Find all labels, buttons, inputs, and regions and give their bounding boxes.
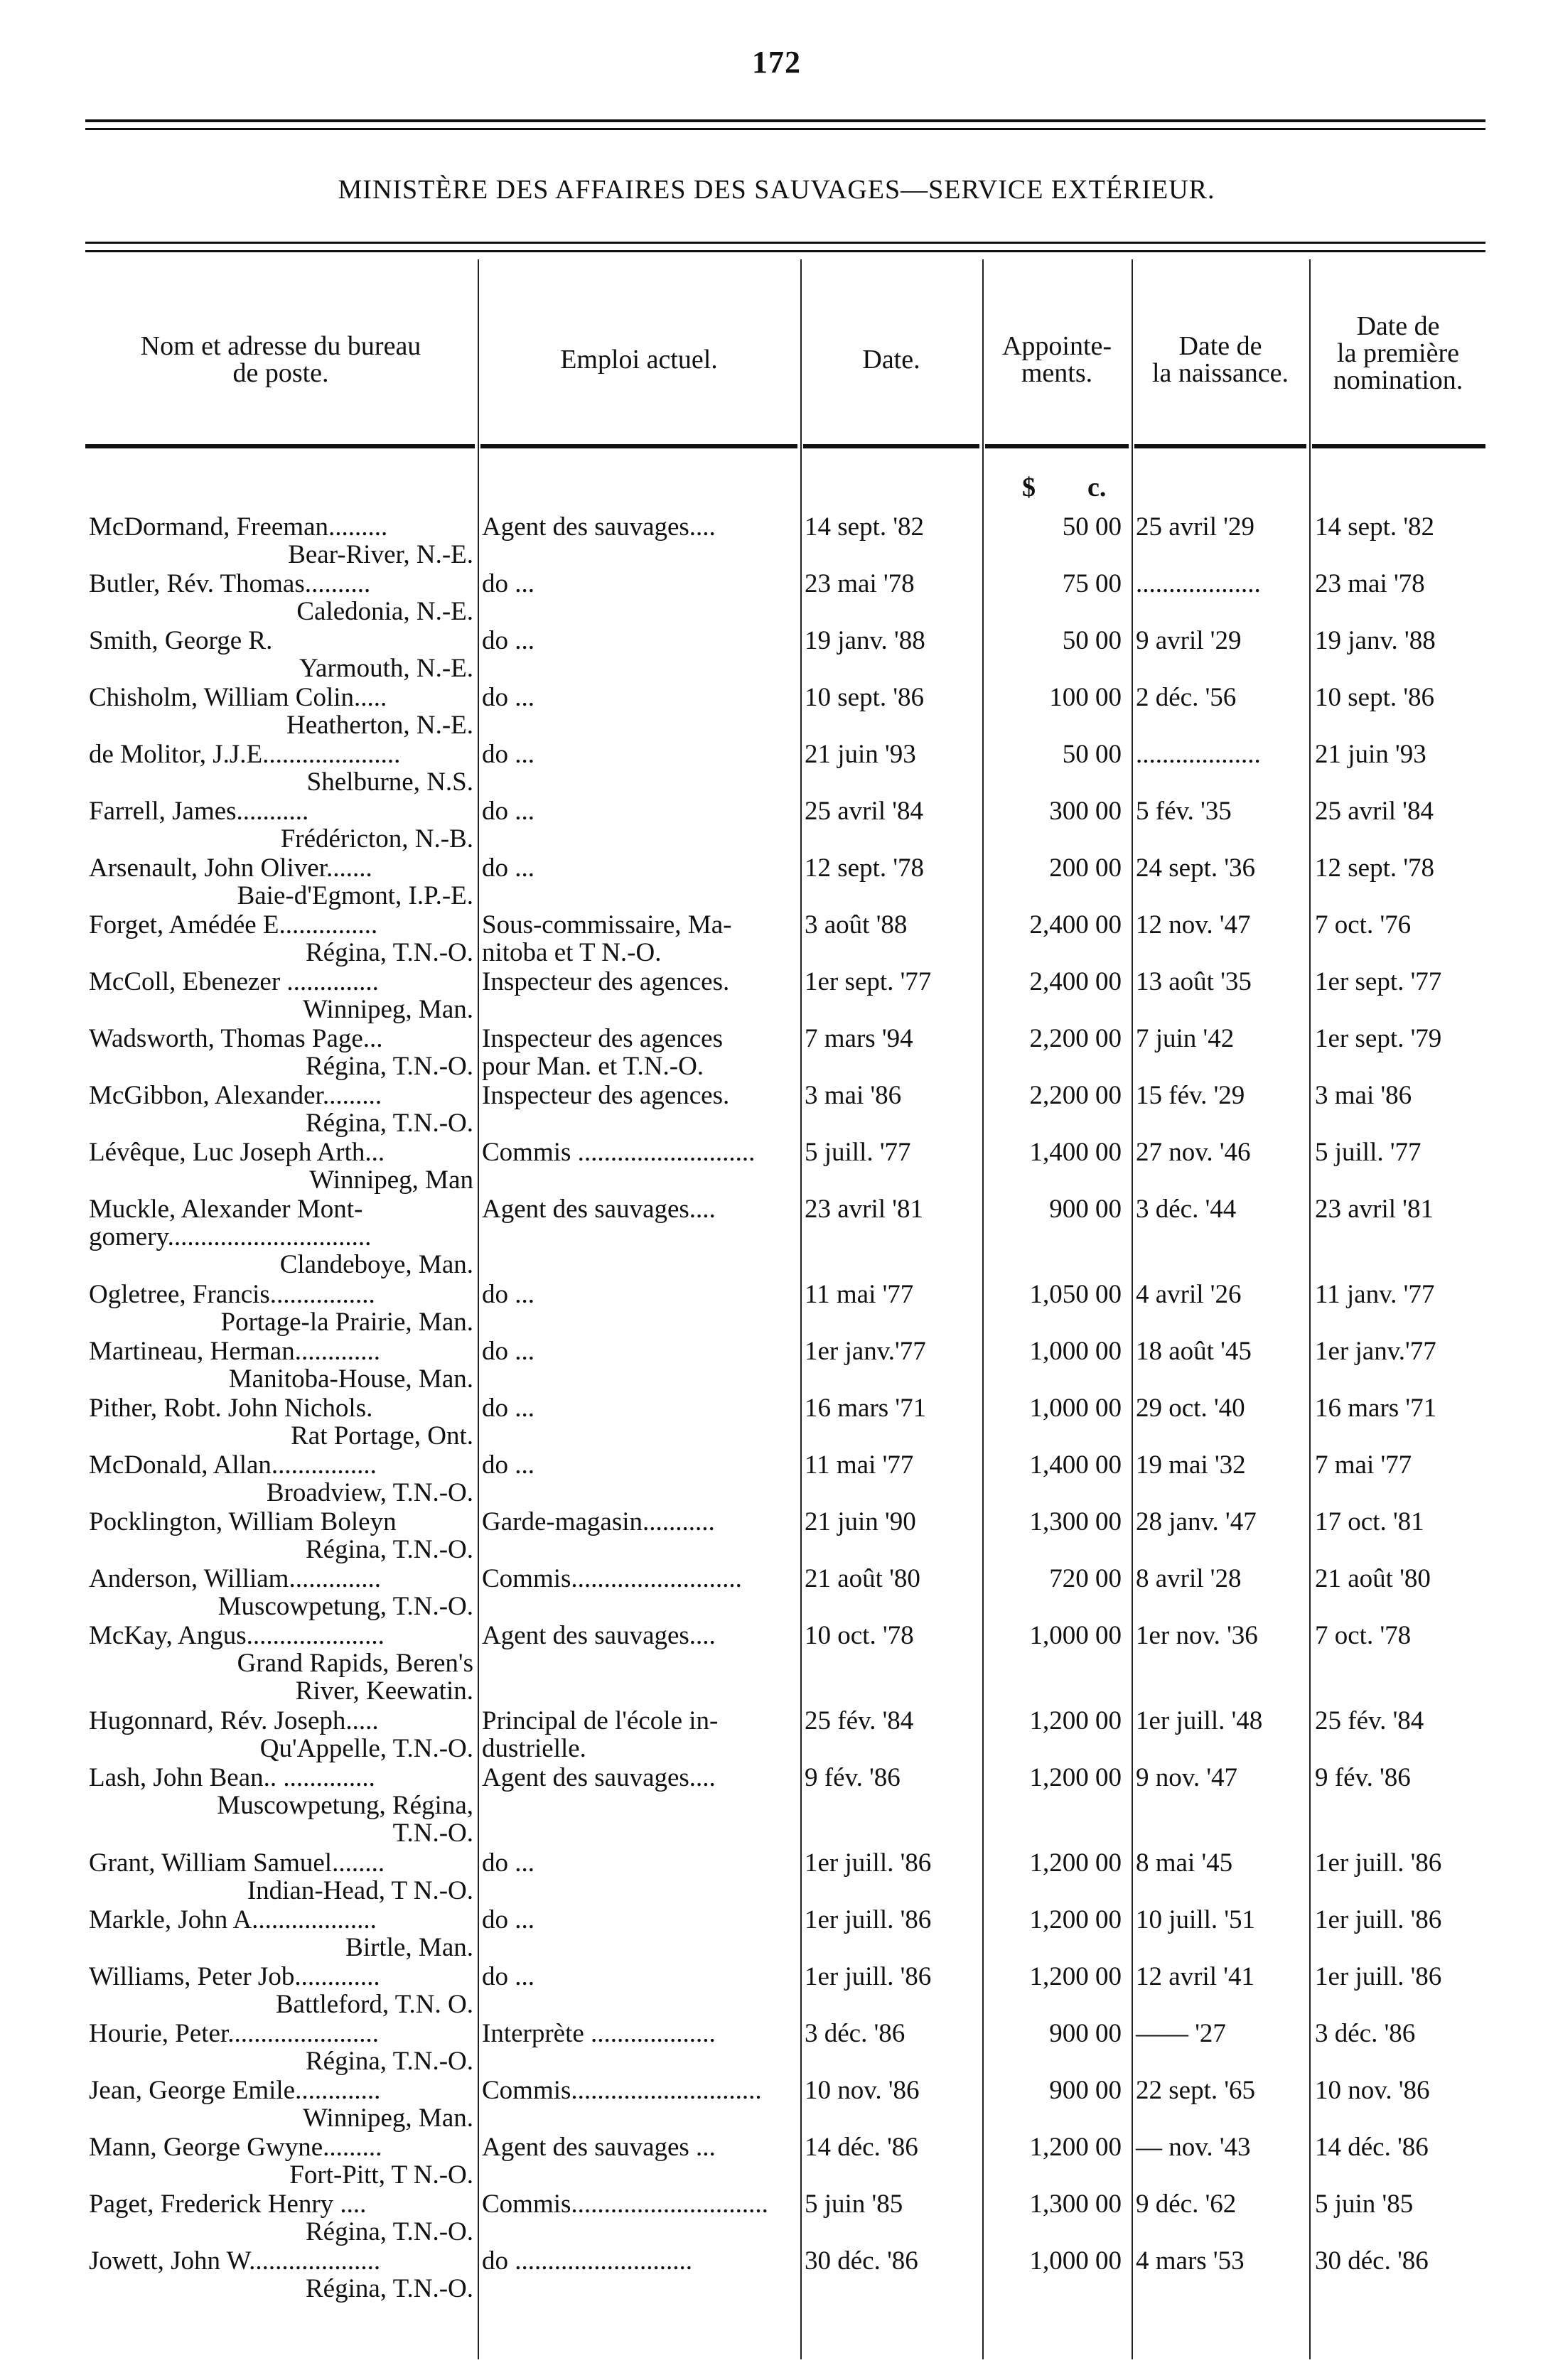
date-cell: 23 mai '78 [805,569,915,598]
appointements-cell: 1,200 00 [1029,1763,1122,1792]
table-row [0,513,1553,570]
name-cell [89,2247,476,2303]
naissance-cell: 29 oct. '40 [1136,1394,1245,1423]
person-name: de Molitor, J.J.E..................... [89,740,401,769]
premiere-nomination-cell: 1er sept. '79 [1315,1024,1442,1053]
table-row [0,1707,1553,1764]
premiere-nomination-cell: 3 déc. '86 [1315,2019,1416,2048]
table-row [0,1565,1553,1622]
person-name: Markle, John A................... [89,1905,377,1934]
post-office-address: Birtle, Man. [345,1933,473,1962]
person-name: Arsenault, John Oliver....... [89,854,372,883]
date-cell: 1er janv.'77 [805,1337,926,1366]
name-cell [89,854,476,910]
name-cell [89,911,476,966]
post-office-address: Muscowpetung, Régina, T.N.-O. [217,1791,473,1848]
person-name: Grant, William Samuel........ [89,1848,385,1878]
person-name: Anderson, William.............. [89,1564,381,1593]
header-underline [480,444,797,448]
naissance-cell: 3 déc. '44 [1136,1195,1237,1224]
date-cell: 19 janv. '88 [805,626,925,655]
naissance-cell: 12 avril '41 [1136,1962,1254,1991]
table-row [0,684,1553,741]
premiere-nomination-cell: 1er juill. '86 [1315,1905,1442,1934]
person-name: Williams, Peter Job............. [89,1962,380,1991]
top-rule-2 [85,128,1485,130]
naissance-cell: 9 nov. '47 [1136,1763,1238,1792]
emploi-cell: do ... [482,1962,534,1991]
post-office-address: Frédéricton, N.-B. [280,824,473,854]
emploi-cell: Agent des sauvages.... [482,512,716,542]
date-cell: 10 sept. '86 [805,683,925,712]
premiere-nomination-cell: 7 mai '77 [1315,1450,1412,1480]
date-cell: 7 mars '94 [805,1024,913,1053]
naissance-cell: 12 nov. '47 [1136,910,1251,939]
appointements-cell: 1,000 00 [1029,2246,1122,2276]
emploi-cell: Garde-magasin........... [482,1507,715,1536]
emploi-cell: do ... [482,1394,534,1423]
premiere-nomination-cell: 1er juill. '86 [1315,1848,1442,1878]
date-cell: 1er juill. '86 [805,1848,932,1878]
naissance-cell: 5 fév. '35 [1136,797,1232,826]
emploi-cell: do ... [482,569,534,598]
premiere-nomination-cell: 25 fév. '84 [1315,1706,1424,1735]
appointements-cell: 50 00 [1062,626,1122,655]
date-cell: 16 mars '71 [805,1394,927,1423]
emploi-cell: Commis............................. [482,2076,762,2105]
header-underline [1312,444,1485,448]
table-row [0,1337,1553,1394]
date-cell: 1er juill. '86 [805,1905,932,1934]
table-row [0,1138,1553,1195]
emploi-cell: Interprète ................... [482,2019,716,2048]
table-row [0,2020,1553,2077]
name-cell [89,1565,476,1620]
premiere-nomination-cell: 10 sept. '86 [1315,683,1435,712]
post-office-address: Battleford, T.N. O. [275,1990,473,2019]
emploi-cell: do ... [482,626,534,655]
appointements-cell: 900 00 [1049,1195,1122,1224]
dollar-unit: $ [1022,473,1036,502]
emploi-cell: do ... [482,854,534,883]
name-cell [89,1082,476,1137]
appointements-cell: 75 00 [1062,569,1122,598]
premiere-nomination-cell: 5 juin '85 [1315,2190,1414,2219]
person-name: Pither, Robt. John Nichols. [89,1394,373,1423]
premiere-nomination-cell: 19 janv. '88 [1315,626,1436,655]
emploi-cell: Commis ........................... [482,1138,756,1167]
premiere-nomination-cell: 9 fév. '86 [1315,1763,1411,1792]
header-appointements: Appointe- ments. [1001,331,1112,388]
naissance-cell: ................... [1136,569,1261,598]
appointements-cell: 2,200 00 [1029,1081,1122,1110]
emploi-cell: Sous-commissaire, Ma- nitoba et T N.-O. [482,910,732,967]
emploi-cell: Inspecteur des agences. [482,967,730,996]
naissance-cell: 25 avril '29 [1136,512,1254,542]
appointements-cell: 2,400 00 [1029,967,1122,996]
appointements-cell: 1,200 00 [1029,1706,1122,1735]
appointements-cell: 200 00 [1049,854,1122,883]
table-row [0,911,1553,968]
person-name: Paget, Frederick Henry .... [89,2190,367,2219]
emploi-cell: do ... [482,683,534,712]
post-office-address: Heatherton, N.-E. [286,711,473,740]
emploi-cell: do ........................... [482,2246,692,2276]
appointements-cell: 2,400 00 [1029,910,1122,939]
naissance-cell: 15 fév. '29 [1136,1081,1245,1110]
post-office-address: Shelburne, N.S. [306,768,473,797]
person-name: McDonald, Allan................ [89,1450,377,1480]
table-row [0,2190,1553,2247]
name-cell [89,1963,476,2018]
date-cell: 11 mai '77 [805,1280,914,1309]
person-name: Ogletree, Francis................ [89,1280,375,1309]
date-cell: 3 déc. '86 [805,2019,906,2048]
name-cell [89,1337,476,1393]
person-name: Mann, George Gwyne......... [89,2133,382,2162]
premiere-nomination-cell: 17 oct. '81 [1315,1507,1424,1536]
name-cell [89,1849,476,1905]
person-name: McColl, Ebenezer .............. [89,967,379,996]
emploi-cell: Agent des sauvages.... [482,1763,716,1792]
table-row [0,1025,1553,1082]
date-cell: 10 oct. '78 [805,1621,914,1650]
date-cell: 21 juin '90 [805,1507,916,1536]
naissance-cell: 4 avril '26 [1136,1280,1242,1309]
post-office-address: Clandeboye, Man. [279,1250,473,1279]
premiere-nomination-cell: 21 juin '93 [1315,740,1426,769]
naissance-cell: 9 avril '29 [1136,626,1242,655]
post-office-address: Régina, T.N.-O. [305,1109,473,1138]
emploi-cell: do ... [482,740,534,769]
person-name: Smith, George R. [89,626,273,655]
name-cell [89,2190,476,2246]
table-row [0,797,1553,854]
emploi-cell: do ... [482,1450,534,1480]
name-cell [89,1508,476,1563]
date-cell: 5 juill. '77 [805,1138,911,1167]
emploi-cell: Inspecteur des agences. [482,1081,730,1110]
naissance-cell: 22 sept. '65 [1136,2076,1256,2105]
date-cell: 10 nov. '86 [805,2076,920,2105]
table-row [0,1849,1553,1906]
post-office-address: Grand Rapids, Beren's River, Keewatin. [237,1649,473,1706]
header-underline [1134,444,1306,448]
emploi-cell: Inspecteur des agences pour Man. et T.N.-O. [482,1024,723,1081]
post-office-address: Régina, T.N.-O. [305,2047,473,2076]
emploi-cell: Agent des sauvages.... [482,1621,716,1650]
table-row [0,1622,1553,1707]
naissance-cell: 18 août '45 [1136,1337,1252,1366]
naissance-cell: 7 juin '42 [1136,1024,1235,1053]
post-office-address: Régina, T.N.-O. [305,1052,473,1081]
appointements-cell: 2,200 00 [1029,1024,1122,1053]
emploi-cell: Agent des sauvages.... [482,1195,716,1224]
name-cell [89,1764,476,1847]
date-cell: 11 mai '77 [805,1450,914,1480]
person-name: McDormand, Freeman......... [89,512,388,542]
emploi-cell: Commis.......................... [482,1564,742,1593]
premiere-nomination-cell: 11 janv. '77 [1315,1280,1435,1309]
name-cell [89,2020,476,2075]
post-office-address: Baie-d'Egmont, I.P.-E. [237,881,473,910]
post-office-address: Bear-River, N.-E. [288,540,473,569]
emploi-cell: Commis.............................. [482,2190,768,2219]
person-name: Pocklington, William Boleyn [89,1507,397,1536]
emploi-cell: Agent des sauvages ... [482,2133,716,2162]
table-row [0,1906,1553,1963]
appointements-cell: 900 00 [1049,2019,1122,2048]
post-office-address: Régina, T.N.-O. [305,1535,473,1564]
naissance-cell: 24 sept. '36 [1136,854,1256,883]
header-underline [85,444,475,448]
name-cell [89,1195,476,1278]
premiere-nomination-cell: 1er janv.'77 [1315,1337,1436,1366]
naissance-cell: ................... [1136,740,1261,769]
emploi-cell: do ... [482,1905,534,1934]
table-row [0,1451,1553,1508]
appointements-cell: 1,200 00 [1029,2133,1122,2162]
naissance-cell: 13 août '35 [1136,967,1252,996]
person-name: Farrell, James........... [89,797,309,826]
name-cell [89,1138,476,1194]
page-number: 172 [752,45,801,80]
date-cell: 5 juin '85 [805,2190,903,2219]
naissance-cell: 2 déc. '56 [1136,683,1237,712]
date-cell: 3 août '88 [805,910,908,939]
naissance-cell: 10 juill. '51 [1136,1905,1256,1934]
post-office-address: Manitoba-House, Man. [228,1364,473,1394]
premiere-nomination-cell: 3 mai '86 [1315,1081,1412,1110]
person-name: Hourie, Peter....................... [89,2019,379,2048]
date-cell: 12 sept. '78 [805,854,925,883]
person-name: Wadsworth, Thomas Page... [89,1024,383,1053]
header-emploi: Emploi actuel. [560,345,718,375]
appointements-cell: 300 00 [1049,797,1122,826]
emploi-cell: do ... [482,797,534,826]
date-cell: 14 déc. '86 [805,2133,918,2162]
table-row [0,1394,1553,1451]
name-cell [89,2133,476,2189]
emploi-cell: do ... [482,1280,534,1309]
emploi-cell: Principal de l'école in- dustrielle. [482,1706,719,1763]
naissance-cell: 27 nov. '46 [1136,1138,1251,1167]
naissance-cell: 28 janv. '47 [1136,1507,1257,1536]
premiere-nomination-cell: 14 déc. '86 [1315,2133,1429,2162]
name-cell [89,1451,476,1507]
post-office-address: Winnipeg, Man. [303,995,473,1024]
name-cell [89,570,476,625]
post-office-address: Caledonia, N.-E. [296,597,473,626]
naissance-cell: 9 déc. '62 [1136,2190,1237,2219]
name-cell [89,1394,476,1450]
premiere-nomination-cell: 23 mai '78 [1315,569,1425,598]
premiere-nomination-cell: 21 août '80 [1315,1564,1431,1593]
name-cell [89,513,476,569]
date-cell: 3 mai '86 [805,1081,902,1110]
table-row [0,1195,1553,1281]
table-body [0,513,1553,2304]
post-office-address: Yarmouth, N.-E. [299,654,473,683]
appointements-cell: 1,300 00 [1029,1507,1122,1536]
table-row [0,968,1553,1025]
person-name: Butler, Rév. Thomas.......... [89,569,371,598]
name-cell [89,684,476,739]
table-row [0,2077,1553,2133]
name-cell [89,627,476,682]
name-cell [89,1281,476,1336]
appointements-cell: 1,200 00 [1029,1905,1122,1934]
header-rule [85,242,1485,244]
person-name: Martineau, Herman............. [89,1337,380,1366]
naissance-cell: —— '27 [1136,2019,1226,2048]
appointements-cell: 900 00 [1049,2076,1122,2105]
naissance-cell: 19 mai '32 [1136,1450,1246,1480]
post-office-address: Indian-Head, T N.-O. [247,1876,473,1905]
appointements-cell: 1,400 00 [1029,1450,1122,1480]
appointements-cell: 1,300 00 [1029,2190,1122,2219]
name-cell [89,1906,476,1961]
person-name: Jean, George Emile............. [89,2076,381,2105]
table-row [0,2133,1553,2190]
post-office-address: Régina, T.N.-O. [305,938,473,967]
person-name: Chisholm, William Colin..... [89,683,387,712]
header-underline [985,444,1129,448]
premiere-nomination-cell: 1er juill. '86 [1315,1962,1442,1991]
date-cell: 9 fév. '86 [805,1763,901,1792]
name-cell [89,2077,476,2132]
person-name: Forget, Amédée E............... [89,910,378,939]
table-row [0,1082,1553,1138]
naissance-cell: 8 mai '45 [1136,1848,1233,1878]
post-office-address: Régina, T.N.-O. [305,2274,473,2303]
top-rule [85,119,1485,122]
person-name: Muckle, Alexander Mont- gomery............................... [89,1195,372,1251]
post-office-address: Portage-la Prairie, Man. [220,1308,473,1337]
name-cell [89,797,476,853]
header-underline [803,444,979,448]
post-office-address: Winnipeg, Man. [303,2104,473,2133]
date-cell: 21 août '80 [805,1564,920,1593]
premiere-nomination-cell: 5 juill. '77 [1315,1138,1422,1167]
page-title: MINISTÈRE DES AFFAIRES DES SAUVAGES—SERVICE EXTÉRIEUR. [338,175,1215,205]
premiere-nomination-cell: 10 nov. '86 [1315,2076,1430,2105]
naissance-cell: 4 mars '53 [1136,2246,1245,2276]
header-date: Date. [862,345,920,375]
person-name: Hugonnard, Rév. Joseph..... [89,1706,379,1735]
premiere-nomination-cell: 7 oct. '76 [1315,910,1412,939]
date-cell: 14 sept. '82 [805,512,925,542]
name-cell [89,1025,476,1080]
appointements-cell: 1,000 00 [1029,1337,1122,1366]
premiere-nomination-cell: 16 mars '71 [1315,1394,1437,1423]
appointements-cell: 720 00 [1049,1564,1122,1593]
premiere-nomination-cell: 1er sept. '77 [1315,967,1442,996]
person-name: Lévêque, Luc Joseph Arth... [89,1138,385,1167]
name-cell [89,1622,476,1705]
name-cell [89,741,476,796]
appointements-cell: 1,000 00 [1029,1394,1122,1423]
header-premiere: Date de la première nomination. [1333,311,1463,395]
premiere-nomination-cell: 30 déc. '86 [1315,2246,1429,2276]
naissance-cell: 1er nov. '36 [1136,1621,1258,1650]
table-row [0,627,1553,684]
table-row [0,1963,1553,2020]
premiere-nomination-cell: 23 avril '81 [1315,1195,1434,1224]
appointements-cell: 100 00 [1049,683,1122,712]
appointements-cell: 1,000 00 [1029,1621,1122,1650]
emploi-cell: do ... [482,1848,534,1878]
table-row [0,570,1553,627]
table-row [0,1281,1553,1337]
person-name: McGibbon, Alexander......... [89,1081,382,1110]
table-row [0,741,1553,797]
appointements-cell: 1,200 00 [1029,1848,1122,1878]
post-office-address: Broadview, T.N.-O. [266,1478,473,1507]
naissance-cell: — nov. '43 [1136,2133,1251,2162]
date-cell: 1er sept. '77 [805,967,932,996]
post-office-address: Qu'Appelle, T.N.-O. [259,1734,473,1763]
header-rule-2 [85,250,1485,252]
premiere-nomination-cell: 12 sept. '78 [1315,854,1435,883]
appointements-cell: 50 00 [1062,512,1122,542]
premiere-nomination-cell: 14 sept. '82 [1315,512,1435,542]
person-name: Jowett, John W.................... [89,2246,381,2276]
person-name: McKay, Angus..................... [89,1621,385,1650]
table-row [0,2247,1553,2304]
post-office-address: Muscowpetung, T.N.-O. [217,1592,473,1621]
table-row [0,1508,1553,1565]
cents-unit: c. [1087,473,1107,502]
naissance-cell: 1er juill. '48 [1136,1706,1263,1735]
naissance-cell: 8 avril '28 [1136,1564,1242,1593]
header-naissance: Date de la naissance. [1151,331,1289,388]
date-cell: 30 déc. '86 [805,2246,918,2276]
person-name: Lash, John Bean.. .............. [89,1763,375,1792]
table-row [0,854,1553,911]
date-cell: 25 avril '84 [805,797,923,826]
post-office-address: Fort-Pitt, T N.-O. [289,2160,473,2190]
appointements-cell: 50 00 [1062,740,1122,769]
post-office-address: Winnipeg, Man [309,1165,473,1195]
post-office-address: Régina, T.N.-O. [305,2217,473,2246]
appointements-cell: 1,200 00 [1029,1962,1122,1991]
emploi-cell: do ... [482,1337,534,1366]
appointements-cell: 1,400 00 [1029,1138,1122,1167]
date-cell: 1er juill. '86 [805,1962,932,1991]
premiere-nomination-cell: 25 avril '84 [1315,797,1434,826]
date-cell: 21 juin '93 [805,740,916,769]
date-cell: 25 fév. '84 [805,1706,914,1735]
name-cell [89,1707,476,1762]
name-cell [89,968,476,1023]
post-office-address: Rat Portage, Ont. [291,1421,473,1450]
table-row [0,1764,1553,1849]
premiere-nomination-cell: 7 oct. '78 [1315,1621,1412,1650]
header-nom: Nom et adresse du bureau de poste. [140,331,421,388]
date-cell: 23 avril '81 [805,1195,923,1224]
appointements-cell: 1,050 00 [1029,1280,1122,1309]
